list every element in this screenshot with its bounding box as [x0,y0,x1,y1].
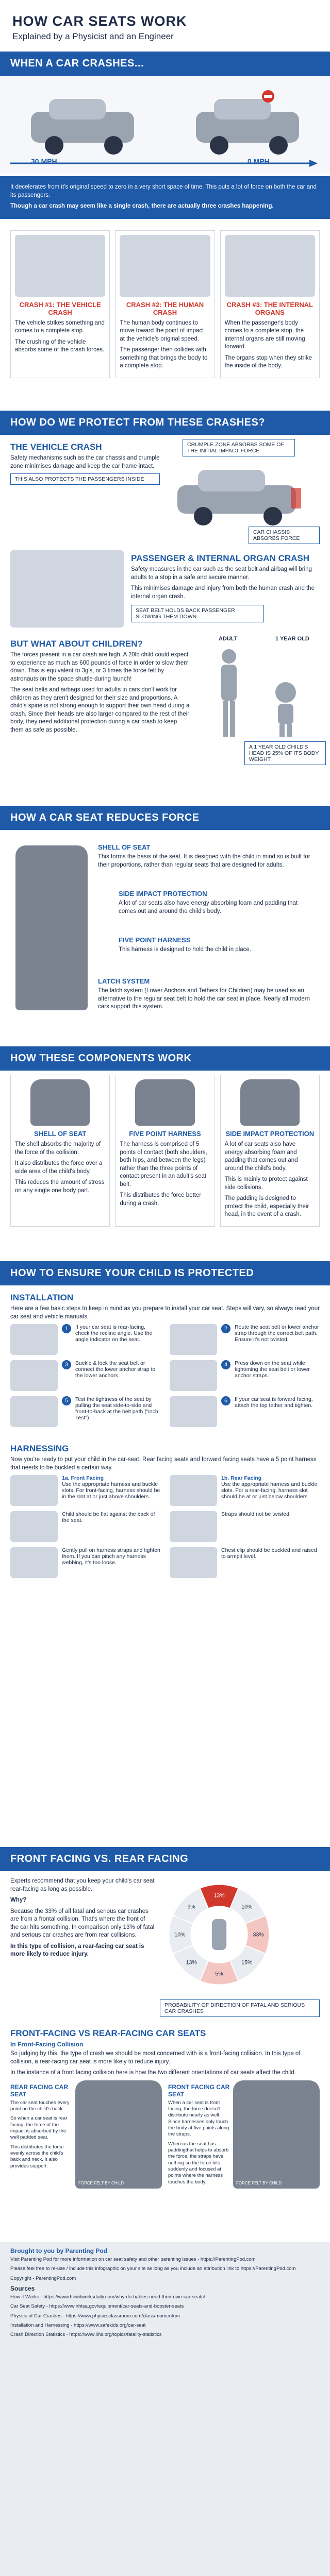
step-text: If your car seat is forward facing, attach the top tether and tighten. [235,1396,313,1409]
passenger-seatbelt-icon [10,550,124,628]
component-card-shell [10,1075,110,1227]
install-step [170,1324,320,1355]
protect-section [0,435,330,806]
component-card-harness [115,1075,214,1227]
crash-card-line: The passenger then collides with something that brings the body to a complete stop. [120,347,208,369]
ffrf-section [0,1871,330,2242]
component-line: The harness is comprised of 5 points of contact (both shoulders, both hips, and between the legs) rather than the three points of contact present in an adult's seat belt. [120,1141,207,1188]
pinch-test-icon [10,1547,58,1578]
install-step [170,1396,320,1427]
step-number: 1 [62,1324,71,1333]
header [0,0,330,52]
component-line: This reduces the amount of stress on any single one body part. [15,1179,105,1194]
car-chassis-illustration [167,439,320,542]
flat-back-icon [10,1511,58,1542]
installation-text: Here are a few basic steps to keep in mind as you prepare to install your car seat. Steps will vary, so always read your car seat and vehicle manuals. [10,1306,320,1320]
install-step [170,1360,320,1391]
rear-col-line: The car seat touches every point on the child's back. [10,2099,70,2112]
step-text: Test the tightness of the seat by pulling the seat side-to-side and front-to-back at the belt path ("inch Test"). [75,1396,158,1421]
harness-step-text: Gently pull on harness straps and tighten them. If you can pinch any harness webbing, it's too loose. [62,1547,160,1566]
ffrf-text-2: Because the 33% of all fatal and serious car crashes are from a frontal collision. That's where the front of the car hits something. In comparison only 13% of fatal and serious car crashes are from rear collisions. [10,1908,155,1939]
chassis-label: CAR CHASSIS ABSORBS FORCE [249,527,320,544]
passenger-crash-title: PASSENGER & INTERNAL ORGAN CRASH [131,553,310,563]
crash-text-1: It decelerates from it's original speed to zero in a very short space of time. This puts a lot of force on both the car and its passengers. [10,184,317,198]
children-title: BUT WHAT ABOUT CHILDREN? [10,639,143,649]
component-line: A lot of car seats also have energy absorbing foam and padding that comes out and around the child's body. [224,1141,298,1172]
harness-step [10,1511,160,1542]
harness-step-title: 1a. Front Facing [62,1475,104,1482]
side-impact-icon [240,1079,300,1126]
vs-title: FRONT-FACING VS REAR-FACING CAR SEATS [10,2028,206,2038]
reduce-item-text: This harness is designed to hold the child in place. [119,946,251,953]
footer-permission: Please feel free to re-use / include this infographic on your site as long as you include an attribution link to https://ParentingPod.com [10,2266,296,2272]
children-text-2: The seat belts and airbags used for adults in cars don't work for children as they aren't designed for their size and proportions. A child's spine is not strong enough to support their own head during a crash. Since their heads are also larger compared to the rest of their body, they need additional protection during a car crash to keep them as safe as possible. [10,687,190,733]
reduce-item-title: LATCH SYSTEM [98,977,150,985]
twisted-strap-icon [170,1511,217,1542]
crash-text-2: Though a car crash may seem like a single crash, there are actually three crashes happening. [10,203,274,210]
harness-step-text: Use the appropriate harness and buckle slots. For a rear-facing, harness slot should be at or just below shoulders [221,1481,318,1500]
source-link[interactable]: Installation and Harnessing - https://www.safekids.org/car-seat [10,2323,146,2329]
component-title: SHELL OF SEAT [34,1130,87,1138]
chart-label: 10% [174,1931,186,1938]
reduce-item-shell [98,840,315,872]
vehicle-crash-note: THIS ALSO PROTECTS THE PASSENGERS INSIDE [10,473,160,485]
front-facing-column [168,2080,320,2189]
install-step [10,1360,160,1391]
child-label: 1 YEAR OLD [275,636,309,642]
front-col-line: When a car seat is front facing, the force doesn't distribute nearly as well. Since harnesses only touch the body at five points along the straps. [168,2099,229,2138]
vs-subtitle: In Front-Facing Collision [10,2041,84,2048]
install-step-5-icon [10,1396,58,1427]
body-proportion-icon [198,646,322,749]
step-number: 4 [221,1360,230,1369]
rear-col-line: So when a car seat is rear facing, the force of the impact is absorbed by the well padded seat. [10,2115,68,2141]
chart-label: 15% [241,1959,253,1966]
harness-step [170,1511,320,1542]
step-text: Buckle & lock the seat belt or connect the lower anchor strap to the lower anchors. [75,1360,156,1379]
rear-facing-icon [170,1475,217,1506]
front-col-line: Whereas the seat has paddingthat helps to absorb the force, the straps have nothing so the force hits suddenly and focused at points where the harness touches the body. [168,2141,229,2185]
step-number: 2 [221,1324,230,1333]
step-number: 6 [221,1396,230,1405]
install-step-4-icon [170,1360,217,1391]
chart-label: 5% [215,1971,223,1977]
vs-text-1: So judging by this, the type of crash we should be most concerned with is a front-facing collision. In this type of collision, a rear-facing car seat is more likely to reduce injury. [10,2050,301,2065]
reduce-section [0,830,330,1046]
ffrf-text-3: In this type of collision, a rear-facing car seat is more likely to reduce injury. [10,1943,144,1958]
reduce-item-title: FIVE POINT HARNESS [119,936,191,944]
children-text-1: The forces present in a car crash are high. A 20lb child could expect to experience as much as 600 pounds of force in order to slow them down. This is equivalent to 3g's, or 3 times the force felt by astronauts on the space shuttle during launch! [10,652,189,682]
head-weight-note: A 1 YEAR OLD CHILD'S HEAD IS 25% OF ITS BODY WEIGHT. [244,741,326,765]
crash-intro [0,176,330,219]
reduce-item-title: SHELL OF SEAT [98,843,151,851]
force-label: FORCE FELT BY CHILD [236,2180,282,2185]
footer [0,2242,330,2422]
three-crashes [0,226,330,382]
crumple-zone-label: CRUMPLE ZONE ABSORBS SOME OF THE INITIAL IMPACT FORCE [183,439,295,456]
car-side-icon [167,460,322,532]
sources-title: Sources [10,2285,35,2293]
step-number: 3 [62,1360,71,1369]
shell-icon [30,1079,90,1126]
source-link[interactable]: Physics of Car Crashes - https://www.physicsclassroom.com/class/momentum [10,2313,180,2319]
crash-card-line: The organs stop when they strike the inside of the body. [224,354,312,369]
reduce-item-text: A lot of car seats also have energy absorbing foam and padding that comes out and around the child's body. [119,900,298,914]
harness-steps [10,1475,320,1578]
reduce-item-text: The latch system (Lower Anchors and Tethers for Children) may be used as an alternative to the regular seat belt to hold the car seat in place. Nearly all modern cars support this system. [98,988,310,1010]
rear-facing-seat-icon [75,2080,162,2189]
page-subtitle: Explained by a Physicist and an Engineer [12,31,174,41]
harness-step [10,1475,160,1506]
chart-label: 13% [186,1959,197,1966]
ensure-section [0,1285,330,1847]
harness-step-text: Straps should not be twisted. [221,1511,291,1518]
reduce-item-latch [98,974,315,1014]
vehicle-crash-text: Safety mechanisms such as the car chassis and crumple zone minimises damage and keep the car frame intact. [10,455,160,469]
source-link[interactable]: How it Works - https://www.howitworksdaily.com/why-do-babies-need-their-own-car-seats/ [10,2294,205,2300]
component-line: This is mainly to protect against side collisions. [224,1176,308,1191]
section-band-reduce: HOW A CAR SEAT REDUCES FORCE [0,806,330,830]
chart-label: 9% [187,1904,195,1910]
chart-label: 33% [253,1931,264,1938]
section-band-protect: HOW DO WE PROTECT FROM THESE CRASHES? [0,411,330,435]
step-number: 5 [62,1396,71,1405]
reduce-item-text: This forms the basis of the seat. It is designed with the child in mind so is built for their proportions, rather than regular seats that are designed for adults. [98,854,310,868]
crash-card-3 [220,230,320,378]
component-title: SIDE IMPACT PROTECTION [225,1130,315,1138]
adult-child-comparison [198,636,320,770]
components-section [0,1071,330,1261]
source-link[interactable]: Crash Direction Statistics - https://www.iihs.org/topics/fatality-statistics [10,2332,162,2338]
crash-card-line: The human body continues to move toward the point of impact at the vehicle's original speed. [120,319,204,342]
crash-section [0,76,330,411]
harness-icon [135,1079,194,1126]
step-text: Press down on the seat while tightening the seat belt or lower anchor straps. [235,1360,310,1379]
vs-text-2: In the instance of a front facing collision here is how the two different orientations of car seats affect the child. [10,2070,296,2076]
component-line: It also distributes the force over a wide area of the child's body. [15,1160,103,1175]
footer-visit[interactable]: Visit Parenting Pod for more information on car seat safety and other parenting issues - https://ParentingPod.com [10,2257,256,2262]
reduce-item-harness [119,933,315,957]
harness-step [170,1547,320,1578]
crash-card-1 [10,230,110,378]
crash-card-line: The vehicle strikes something and comes to a complete stop. [15,319,105,334]
install-step-1-icon [10,1324,58,1355]
rear-col-line: This distributes the force evenly across the child's back and neck. It also provides support. [10,2144,64,2169]
footer-copyright: Copyright - ParentingPod.com [10,2275,76,2281]
adult-label: ADULT [219,636,238,642]
section-band-ensure: HOW TO ENSURE YOUR CHILD IS PROTECTED [0,1261,330,1285]
section-band-components: HOW THESE COMPONENTS WORK [0,1046,330,1071]
step-text: Route the seat belt or lower anchor strap through the correct belt path. Ensure it's not twisted. [235,1324,319,1343]
harness-step-text: Chest clip should be buckled and raised to armpit level. [221,1547,317,1560]
install-step-6-icon [170,1396,217,1427]
seatbelt-note: SEAT BELT HOLDS BACK PASSENGER SLOWING THEM DOWN [131,605,264,622]
chart-label: 10% [241,1904,253,1910]
footer-brought: Brought to you by Parenting Pod [10,2247,107,2255]
component-line: This distributes the force better during a crash. [120,1192,202,1207]
harness-step-text: Child should be flat against the back of the seat. [62,1511,155,1524]
component-line: The padding is designed to protect the child, especially their head, in the event of a crash. [224,1195,309,1218]
crash-card-line: When the passenger's body comes to a complete stop, the internal organs are still moving forward. [224,319,305,350]
human-crash-icon [120,235,210,297]
installation-steps [10,1324,320,1427]
vehicle-crash-title: THE VEHICLE CRASH [10,442,102,452]
source-link[interactable]: Car Seat Safety - https://www.nhtsa.gov/equipment/car-seats-and-booster-seats [10,2303,184,2310]
car-seat-icon [15,845,88,1010]
harness-step [170,1475,320,1506]
install-step-3-icon [10,1360,58,1391]
crash-card-line: The crushing of the vehicle absorbs some of the crash forces. [15,338,105,353]
rear-facing-column [10,2080,162,2189]
ffrf-why: Why? [10,1897,27,1904]
ffrf-text-1: Experts recommend that you keep your child's car seat rear-facing as long as possible. [10,1878,155,1892]
install-step-2-icon [170,1324,217,1355]
vehicle-crash-icon [15,235,105,297]
speed-start: 30 MPH [31,157,57,165]
reduce-item-title: SIDE IMPACT PROTECTION [119,890,207,897]
internal-organs-icon [225,235,315,297]
step-text: If your car seat is rear-facing, check the recline angle. Use the angle indicator on the seat. [75,1324,153,1343]
installation-title: INSTALLATION [10,1293,74,1302]
component-title: FIVE POINT HARNESS [129,1130,201,1138]
rear-col-title: REAR FACING CAR SEAT [10,2083,69,2098]
speed-end: 0 MPH [248,157,270,165]
harnessing-title: HARNESSING [10,1444,69,1454]
harness-step-title: 1b. Rear Facing [221,1475,262,1482]
section-band-ffrf: FRONT FACING VS. REAR FACING [0,1847,330,1871]
install-step [10,1324,160,1355]
force-label: FORCE FELT BY CHILD [78,2180,124,2185]
component-card-side [220,1075,320,1227]
harness-step-text: Use the appropriate harness and buckle slots. For front-facing, harness should be in the slot at or just above shoulders. [62,1481,160,1500]
front-col-title: FRONT FACING CAR SEAT [168,2083,230,2098]
crash-card-title: CRASH #1: THE VEHICLE CRASH [19,300,101,316]
crash-card-title: CRASH #2: THE HUMAN CRASH [126,300,204,316]
install-step [10,1396,160,1427]
crash-card-2 [115,230,214,378]
harnessing-text: Now you're ready to put your child in the car-seat. Rear facing seats and forward facing seats have a 5 point harness that needs to be buckled a certain way. [10,1456,317,1471]
crash-card-title: CRASH #3: THE INTERNAL ORGANS [226,300,314,316]
page-title: HOW CAR SEATS WORK [12,13,187,29]
passenger-crash-text-1: Safety measures in the car such as the seat belt and airbag will bring adults to a stop in a safe and secure manner. [131,566,312,581]
component-line: The shell absorbs the majority of the force of the collision. [15,1141,101,1156]
reduce-item-side [119,887,315,919]
front-facing-seat-icon [233,2080,320,2189]
car-top-icon [212,1919,226,1950]
section-band-crash: WHEN A CAR CRASHES... [0,52,330,76]
crash-direction-chart [160,1875,278,1994]
front-facing-icon [10,1475,58,1506]
harness-step [10,1547,160,1578]
chart-caption: PROBABILITY OF DIRECTION OF FATAL AND SERIOUS CAR CRASHES [160,1999,320,2017]
chest-clip-icon [170,1547,217,1578]
chart-label: 13% [213,1892,225,1899]
passenger-crash-text-2: This minimises damage and injury from both the human crash and the internal organ crash. [131,585,315,600]
